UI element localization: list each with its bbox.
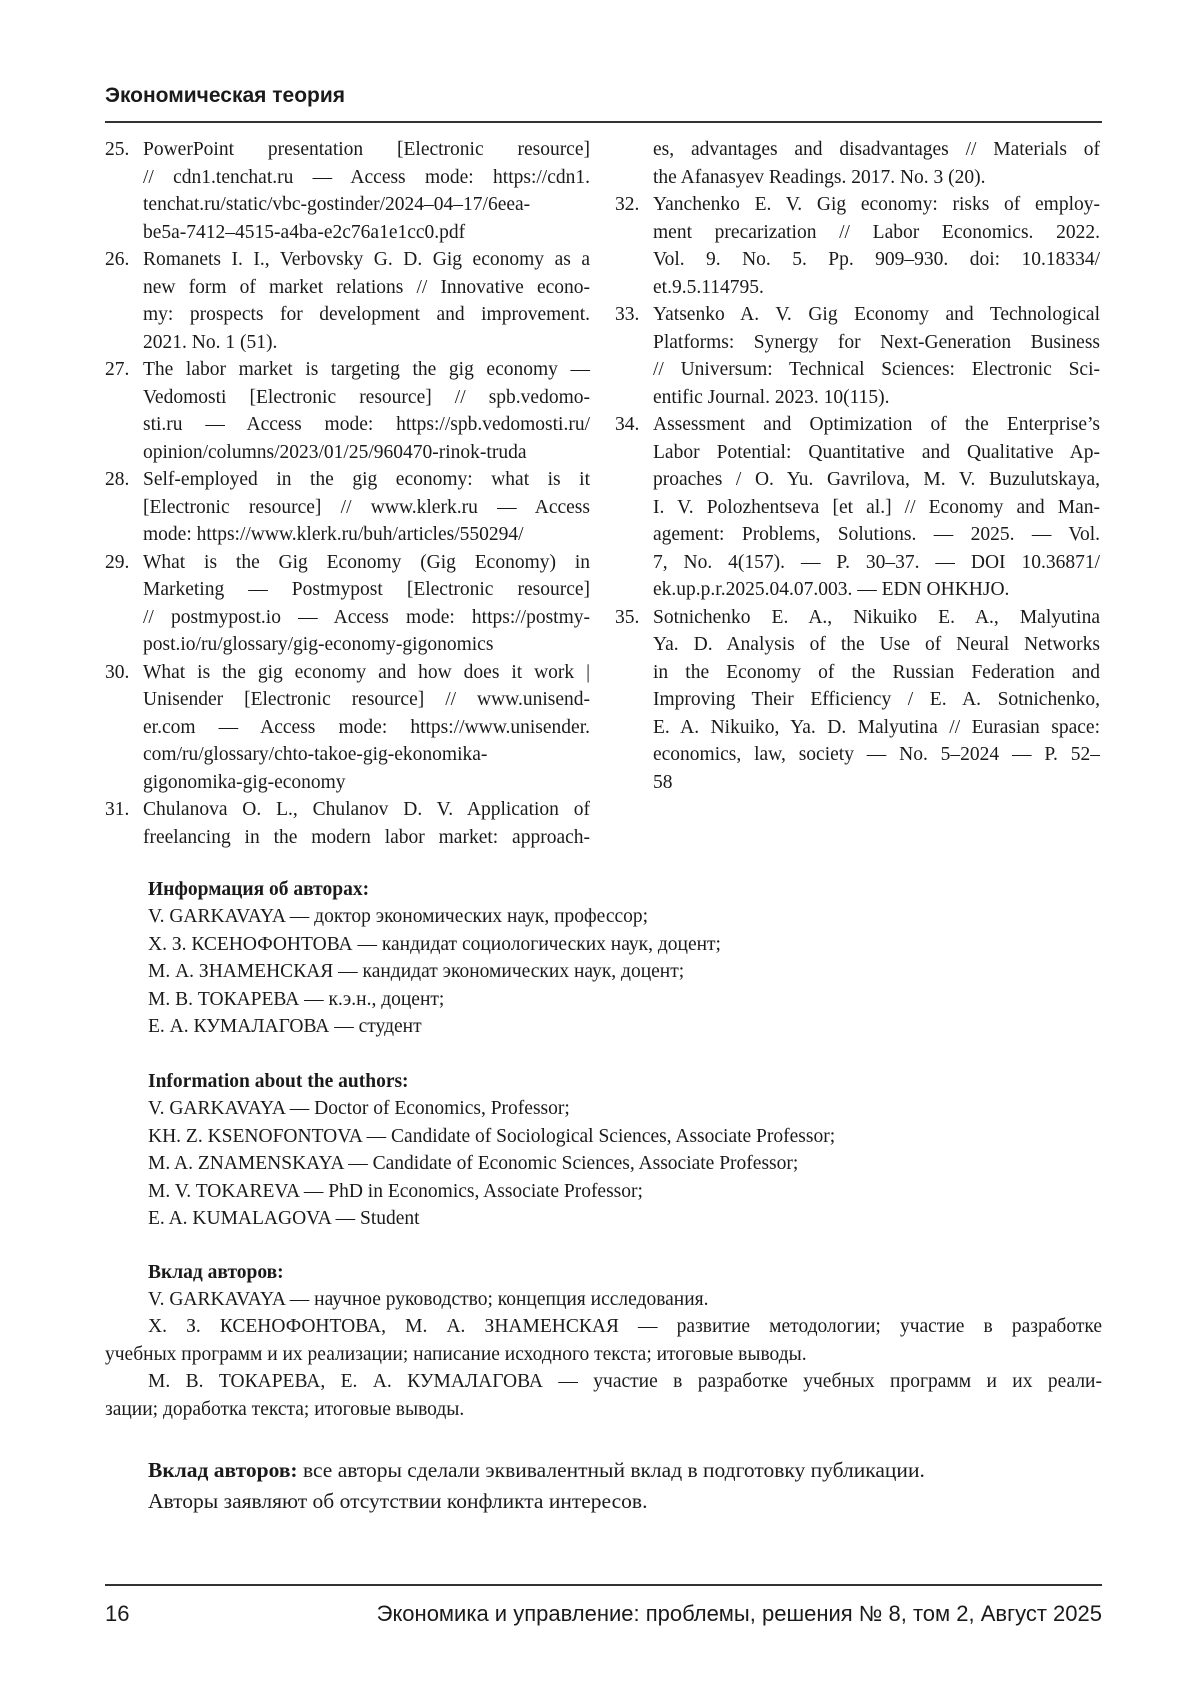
author-line: M. A. ZNAMENSKAYA — Candidate of Economic Sciences, Associate Professor;: [148, 1150, 1103, 1177]
reference-line: Improving Their Efficiency / E. A. Sotnichenko,: [653, 686, 1100, 714]
reference-line: ment precarization // Labor Economics. 2022.: [653, 219, 1100, 247]
reference-line: Platforms: Synergy for Next-Generation Business: [653, 329, 1100, 357]
footer-rule: [105, 1584, 1102, 1586]
reference-item: [105, 246, 590, 356]
reference-number: 27.: [105, 356, 129, 384]
reference-item: [105, 549, 590, 659]
reference-line: post.io/ru/glossary/gig-economy-gigonomics: [143, 631, 590, 659]
reference-number: 30.: [105, 659, 129, 687]
reference-line: [Electronic resource] // www.klerk.ru — Access: [143, 494, 590, 522]
reference-line: 58: [653, 769, 1100, 797]
references-right-column: [615, 136, 1100, 796]
reference-line: be5a-7412–4515-a4ba-e2c76a1e1cc0.pdf: [143, 219, 590, 247]
reference-line: 7, No. 4(157). — P. 30–37. — DOI 10.36871/: [653, 549, 1100, 577]
reference-item: [615, 191, 1100, 301]
reference-number: 32.: [615, 191, 639, 219]
author-line: Е. А. КУМАЛАГОВА — студент: [148, 1013, 1103, 1040]
author-line: М. А. ЗНАМЕНСКАЯ — кандидат экономических наук, доцент;: [148, 958, 1103, 985]
reference-line: E. A. Nikuiko, Ya. D. Malyutina // Eurasian space:: [653, 714, 1100, 742]
reference-line: Self-employed in the gig economy: what is it: [143, 466, 590, 494]
authors-info-ru: [148, 876, 1103, 1040]
authors-info-en: [148, 1068, 1103, 1232]
reference-line: mode: https://www.klerk.ru/buh/articles/550294/: [143, 521, 590, 549]
header-rule: [105, 121, 1102, 123]
reference-line: gigonomika-gig-economy: [143, 769, 590, 797]
final-note-text: все авторы сделали эквивалентный вклад в подготовку публикации.: [298, 1458, 925, 1482]
reference-line: Vedomosti [Electronic resource] // spb.vedomo-: [143, 384, 590, 412]
reference-line: The labor market is targeting the gig economy —: [143, 356, 590, 384]
reference-line: Sotnichenko E. A., Nikuiko E. A., Malyutina: [653, 604, 1100, 632]
reference-line: proaches / O. Yu. Gavrilova, M. V. Buzulutskaya,: [653, 466, 1100, 494]
reference-item: [615, 411, 1100, 604]
contribution-line: учебных программ и их реализации; написание исходного текста; итоговые выводы.: [105, 1341, 1102, 1368]
reference-line: PowerPoint presentation [Electronic resource]: [143, 136, 590, 164]
journal-citation: Экономика и управление: проблемы, решения № 8, том 2, Август 2025: [377, 1601, 1102, 1627]
reference-line: Vol. 9. No. 5. Pp. 909–930. doi: 10.18334/: [653, 246, 1100, 274]
reference-line: Chulanova O. L., Chulanov D. V. Application of: [143, 796, 590, 824]
reference-line: agement: Problems, Solutions. — 2025. — Vol.: [653, 521, 1100, 549]
reference-line: // postmypost.io — Access mode: https://postmy-: [143, 604, 590, 632]
author-line: Х. З. КСЕНОФОНТОВА — кандидат социологических наук, доцент;: [148, 931, 1103, 958]
reference-line: in the Economy of the Russian Federation and: [653, 659, 1100, 687]
reference-line: // cdn1.tenchat.ru — Access mode: https://cdn1.: [143, 164, 590, 192]
author-line: V. GARKAVAYA — Doctor of Economics, Professor;: [148, 1095, 1103, 1122]
reference-item: [105, 356, 590, 466]
final-note-label: Вклад авторов:: [148, 1458, 298, 1482]
author-line: М. В. ТОКАРЕВА — к.э.н., доцент;: [148, 986, 1103, 1013]
references-left-column: [105, 136, 590, 851]
reference-item: [615, 301, 1100, 411]
reference-line: Ya. D. Analysis of the Use of Neural Networks: [653, 631, 1100, 659]
reference-line: new form of market relations // Innovative econo-: [143, 274, 590, 302]
reference-line: sti.ru — Access mode: https://spb.vedomosti.ru/: [143, 411, 590, 439]
contribution-text: [105, 1286, 1102, 1423]
reference-number: 26.: [105, 246, 129, 274]
author-line: E. A. KUMALAGOVA — Student: [148, 1205, 1103, 1232]
reference-line: // Universum: Technical Sciences: Electronic Sci-: [653, 356, 1100, 384]
reference-line: entific Journal. 2023. 10(115).: [653, 384, 1100, 412]
reference-line: Assessment and Optimization of the Enterprise’s: [653, 411, 1100, 439]
reference-item: [105, 796, 590, 851]
reference-line: 2021. No. 1 (51).: [143, 329, 590, 357]
contribution-heading: Вклад авторов:: [148, 1259, 1103, 1286]
contribution-line: V. GARKAVAYA — научное руководство; концепция исследования.: [105, 1286, 1102, 1313]
reference-number: 34.: [615, 411, 639, 439]
reference-line: freelancing in the modern labor market: approach-: [143, 824, 590, 852]
reference-line: Romanets I. I., Verbovsky G. D. Gig economy as a: [143, 246, 590, 274]
reference-line: tenchat.ru/static/vbc-gostinder/2024–04–17/6eea-: [143, 191, 590, 219]
contribution-heading-block: [148, 1259, 1103, 1286]
page-number: 16: [105, 1601, 129, 1627]
reference-number: 35.: [615, 604, 639, 632]
reference-number: 33.: [615, 301, 639, 329]
reference-line: et.9.5.114795.: [653, 274, 1100, 302]
reference-line: the Afanasyev Readings. 2017. No. 3 (20).: [653, 164, 1100, 192]
reference-item: [615, 136, 1100, 191]
contribution-line: М. В. ТОКАРЕВА, Е. А. КУМАЛАГОВА — участие в разработке учебных программ и их реали-: [105, 1368, 1102, 1395]
reference-number: 28.: [105, 466, 129, 494]
reference-line: my: prospects for development and improvement.: [143, 301, 590, 329]
author-line: V. GARKAVAYA — доктор экономических наук, профессор;: [148, 903, 1103, 930]
reference-line: ek.up.p.r.2025.04.07.003. — EDN OHKHJO.: [653, 576, 1100, 604]
author-line: KH. Z. KSENOFONTOVA — Candidate of Sociological Sciences, Associate Professor;: [148, 1123, 1103, 1150]
reference-item: [105, 136, 590, 246]
reference-item: [615, 604, 1100, 797]
reference-line: Yanchenko E. V. Gig economy: risks of employ-: [653, 191, 1100, 219]
reference-line: What is the Gig Economy (Gig Economy) in: [143, 549, 590, 577]
reference-line: Yatsenko A. V. Gig Economy and Technological: [653, 301, 1100, 329]
contribution-line: зации; доработка текста; итоговые выводы.: [105, 1396, 1102, 1423]
reference-item: [105, 466, 590, 549]
reference-line: I. V. Polozhentseva [et al.] // Economy and Man-: [653, 494, 1100, 522]
reference-line: opinion/columns/2023/01/25/960470-rinok-truda: [143, 439, 590, 467]
authors-info-ru-heading: Информация об авторах:: [148, 876, 1103, 903]
final-note: [148, 1455, 925, 1517]
reference-item: [105, 659, 590, 797]
section-title: Экономическая теория: [105, 84, 345, 108]
reference-number: 29.: [105, 549, 129, 577]
reference-line: What is the gig economy and how does it work |: [143, 659, 590, 687]
authors-info-en-heading: Information about the authors:: [148, 1068, 1103, 1095]
reference-line: com/ru/glossary/chto-takoe-gig-ekonomika-: [143, 741, 590, 769]
author-line: M. V. TOKAREVA — PhD in Economics, Associate Professor;: [148, 1178, 1103, 1205]
reference-line: Labor Potential: Quantitative and Qualitative Ap-: [653, 439, 1100, 467]
reference-number: 31.: [105, 796, 129, 824]
contribution-line: Х. З. КСЕНОФОНТОВА, М. А. ЗНАМЕНСКАЯ — развитие методологии; участие в разработке: [105, 1313, 1102, 1340]
reference-number: 25.: [105, 136, 129, 164]
reference-line: Unisender [Electronic resource] // www.unisend-: [143, 686, 590, 714]
reference-line: Marketing — Postmypost [Electronic resource]: [143, 576, 590, 604]
reference-line: es, advantages and disadvantages // Materials of: [653, 136, 1100, 164]
reference-line: economics, law, society — No. 5–2024 — P. 52–: [653, 741, 1100, 769]
conflict-statement: Авторы заявляют об отсутствии конфликта интересов.: [148, 1486, 925, 1517]
reference-line: er.com — Access mode: https://www.unisender.: [143, 714, 590, 742]
